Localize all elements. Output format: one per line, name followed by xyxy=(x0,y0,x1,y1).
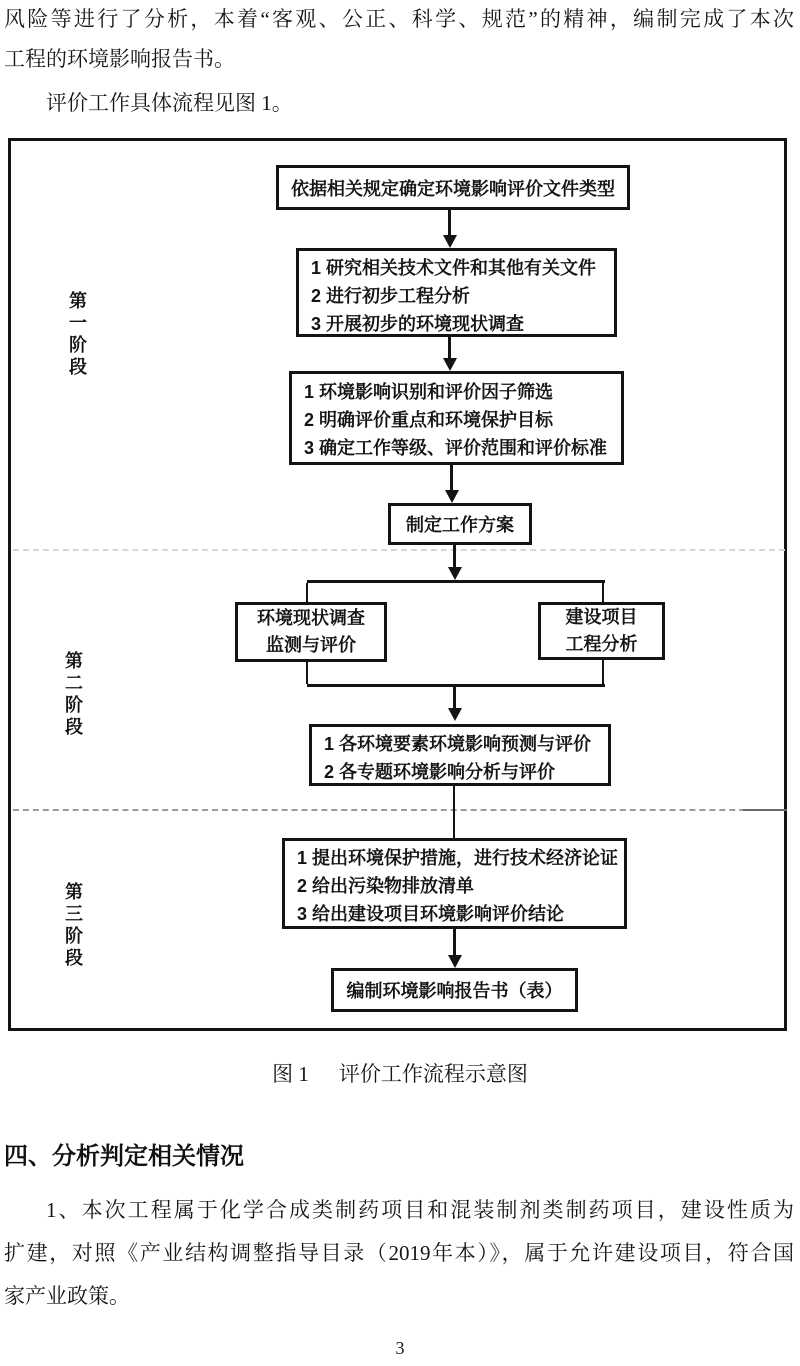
flow-box-work-plan xyxy=(388,503,532,545)
arrow-down-icon xyxy=(443,235,457,248)
top-paragraph-line-2: 工程的环境影响报告书。 xyxy=(4,47,235,71)
connector-line xyxy=(453,687,456,709)
figure-caption-title: 评价工作流程示意图 xyxy=(338,1062,528,1086)
task-line: 1 提出环境保护措施，进行技术经济论证 xyxy=(297,848,619,868)
page-number: 3 xyxy=(395,1338,405,1358)
flow-box-compile-report-label: 编制环境影响报告书（表） xyxy=(346,981,563,1001)
task-line: 3 确定工作等级、评价范围和评价标准 xyxy=(304,438,608,458)
section-heading: 四、分析判定相关情况 xyxy=(4,1143,244,1170)
top-paragraph-line-1: 风险等进行了分析，本着“客观、公正、科学、规范”的精神，编制完成了本次 xyxy=(4,7,794,31)
connector-line xyxy=(306,583,308,602)
stage-separator-2-dashed xyxy=(13,809,785,811)
flow-box-status-survey-line: 环境现状调查 xyxy=(257,608,365,628)
flow-box-determine-type xyxy=(276,165,630,210)
arrow-down-icon xyxy=(448,708,462,721)
figure-caption-label: 图 1 xyxy=(272,1062,309,1086)
task-line: 3 给出建设项目环境影响评价结论 xyxy=(297,904,565,924)
task-line: 3 开展初步的环境现状调查 xyxy=(311,314,525,334)
flow-box-determine-type-label: 依据相关规定确定环境影响评价文件类型 xyxy=(291,178,615,199)
arrow-down-icon xyxy=(448,955,462,968)
connector-line xyxy=(450,465,453,490)
stage-separator-1-dashed xyxy=(13,549,785,551)
task-line: 1 研究相关技术文件和其他有关文件 xyxy=(311,258,597,278)
stage-label-2: 第二阶段 xyxy=(63,651,83,739)
task-line: 2 给出污染物排放清单 xyxy=(297,876,475,896)
stage-label-1: 第一阶段 xyxy=(67,291,87,379)
body-paragraph-line-3: 家产业政策。 xyxy=(4,1284,130,1308)
connector-line xyxy=(602,583,604,602)
flow-box-project-analysis-line: 工程分析 xyxy=(565,634,638,654)
body-paragraph-line-2: 扩建，对照《产业结构调整指导目录（2019年本）》，属于允许建设项目，符合国 xyxy=(4,1241,794,1265)
connector-line xyxy=(448,210,451,236)
merge-line xyxy=(307,684,605,687)
arrow-down-icon xyxy=(443,358,457,371)
connector-line xyxy=(602,660,604,684)
connector-line xyxy=(448,337,451,359)
connector-line xyxy=(453,786,455,838)
task-line: 1 环境影响识别和评价因子筛选 xyxy=(304,382,554,402)
flow-box-conclusions xyxy=(282,838,627,929)
connector-line xyxy=(306,662,308,684)
intro-line: 评价工作具体流程见图 1。 xyxy=(46,91,293,115)
branch-line xyxy=(307,580,605,583)
stage-separator-2-solid-segment xyxy=(743,809,787,811)
task-line: 2 进行初步工程分析 xyxy=(311,286,471,306)
flow-box-status-survey xyxy=(235,602,387,662)
task-line: 2 明确评价重点和环境保护目标 xyxy=(304,410,554,430)
flow-box-impact-prediction xyxy=(309,724,611,786)
body-paragraph-line-1: 1、本次工程属于化学合成类制药项目和混装制剂类制药项目，建设性质为 xyxy=(46,1198,794,1222)
connector-line xyxy=(453,929,456,955)
flow-box-stage1-tasks xyxy=(296,248,617,337)
stage-label-3: 第三阶段 xyxy=(63,882,83,970)
arrow-down-icon xyxy=(445,490,459,503)
flow-box-status-survey-line: 监测与评价 xyxy=(266,635,356,655)
task-line: 2 各专题环境影响分析与评价 xyxy=(324,762,556,782)
flow-box-project-analysis xyxy=(538,602,665,660)
arrow-down-icon xyxy=(448,567,462,580)
task-line: 1 各环境要素环境影响预测与评价 xyxy=(324,734,592,754)
flow-box-work-plan-label: 制定工作方案 xyxy=(406,515,514,535)
figure-caption xyxy=(0,1058,800,1088)
connector-line xyxy=(453,545,456,568)
flow-box-stage1-screening xyxy=(289,371,624,465)
flow-box-compile-report xyxy=(331,968,578,1012)
flow-box-project-analysis-line: 建设项目 xyxy=(565,607,638,627)
